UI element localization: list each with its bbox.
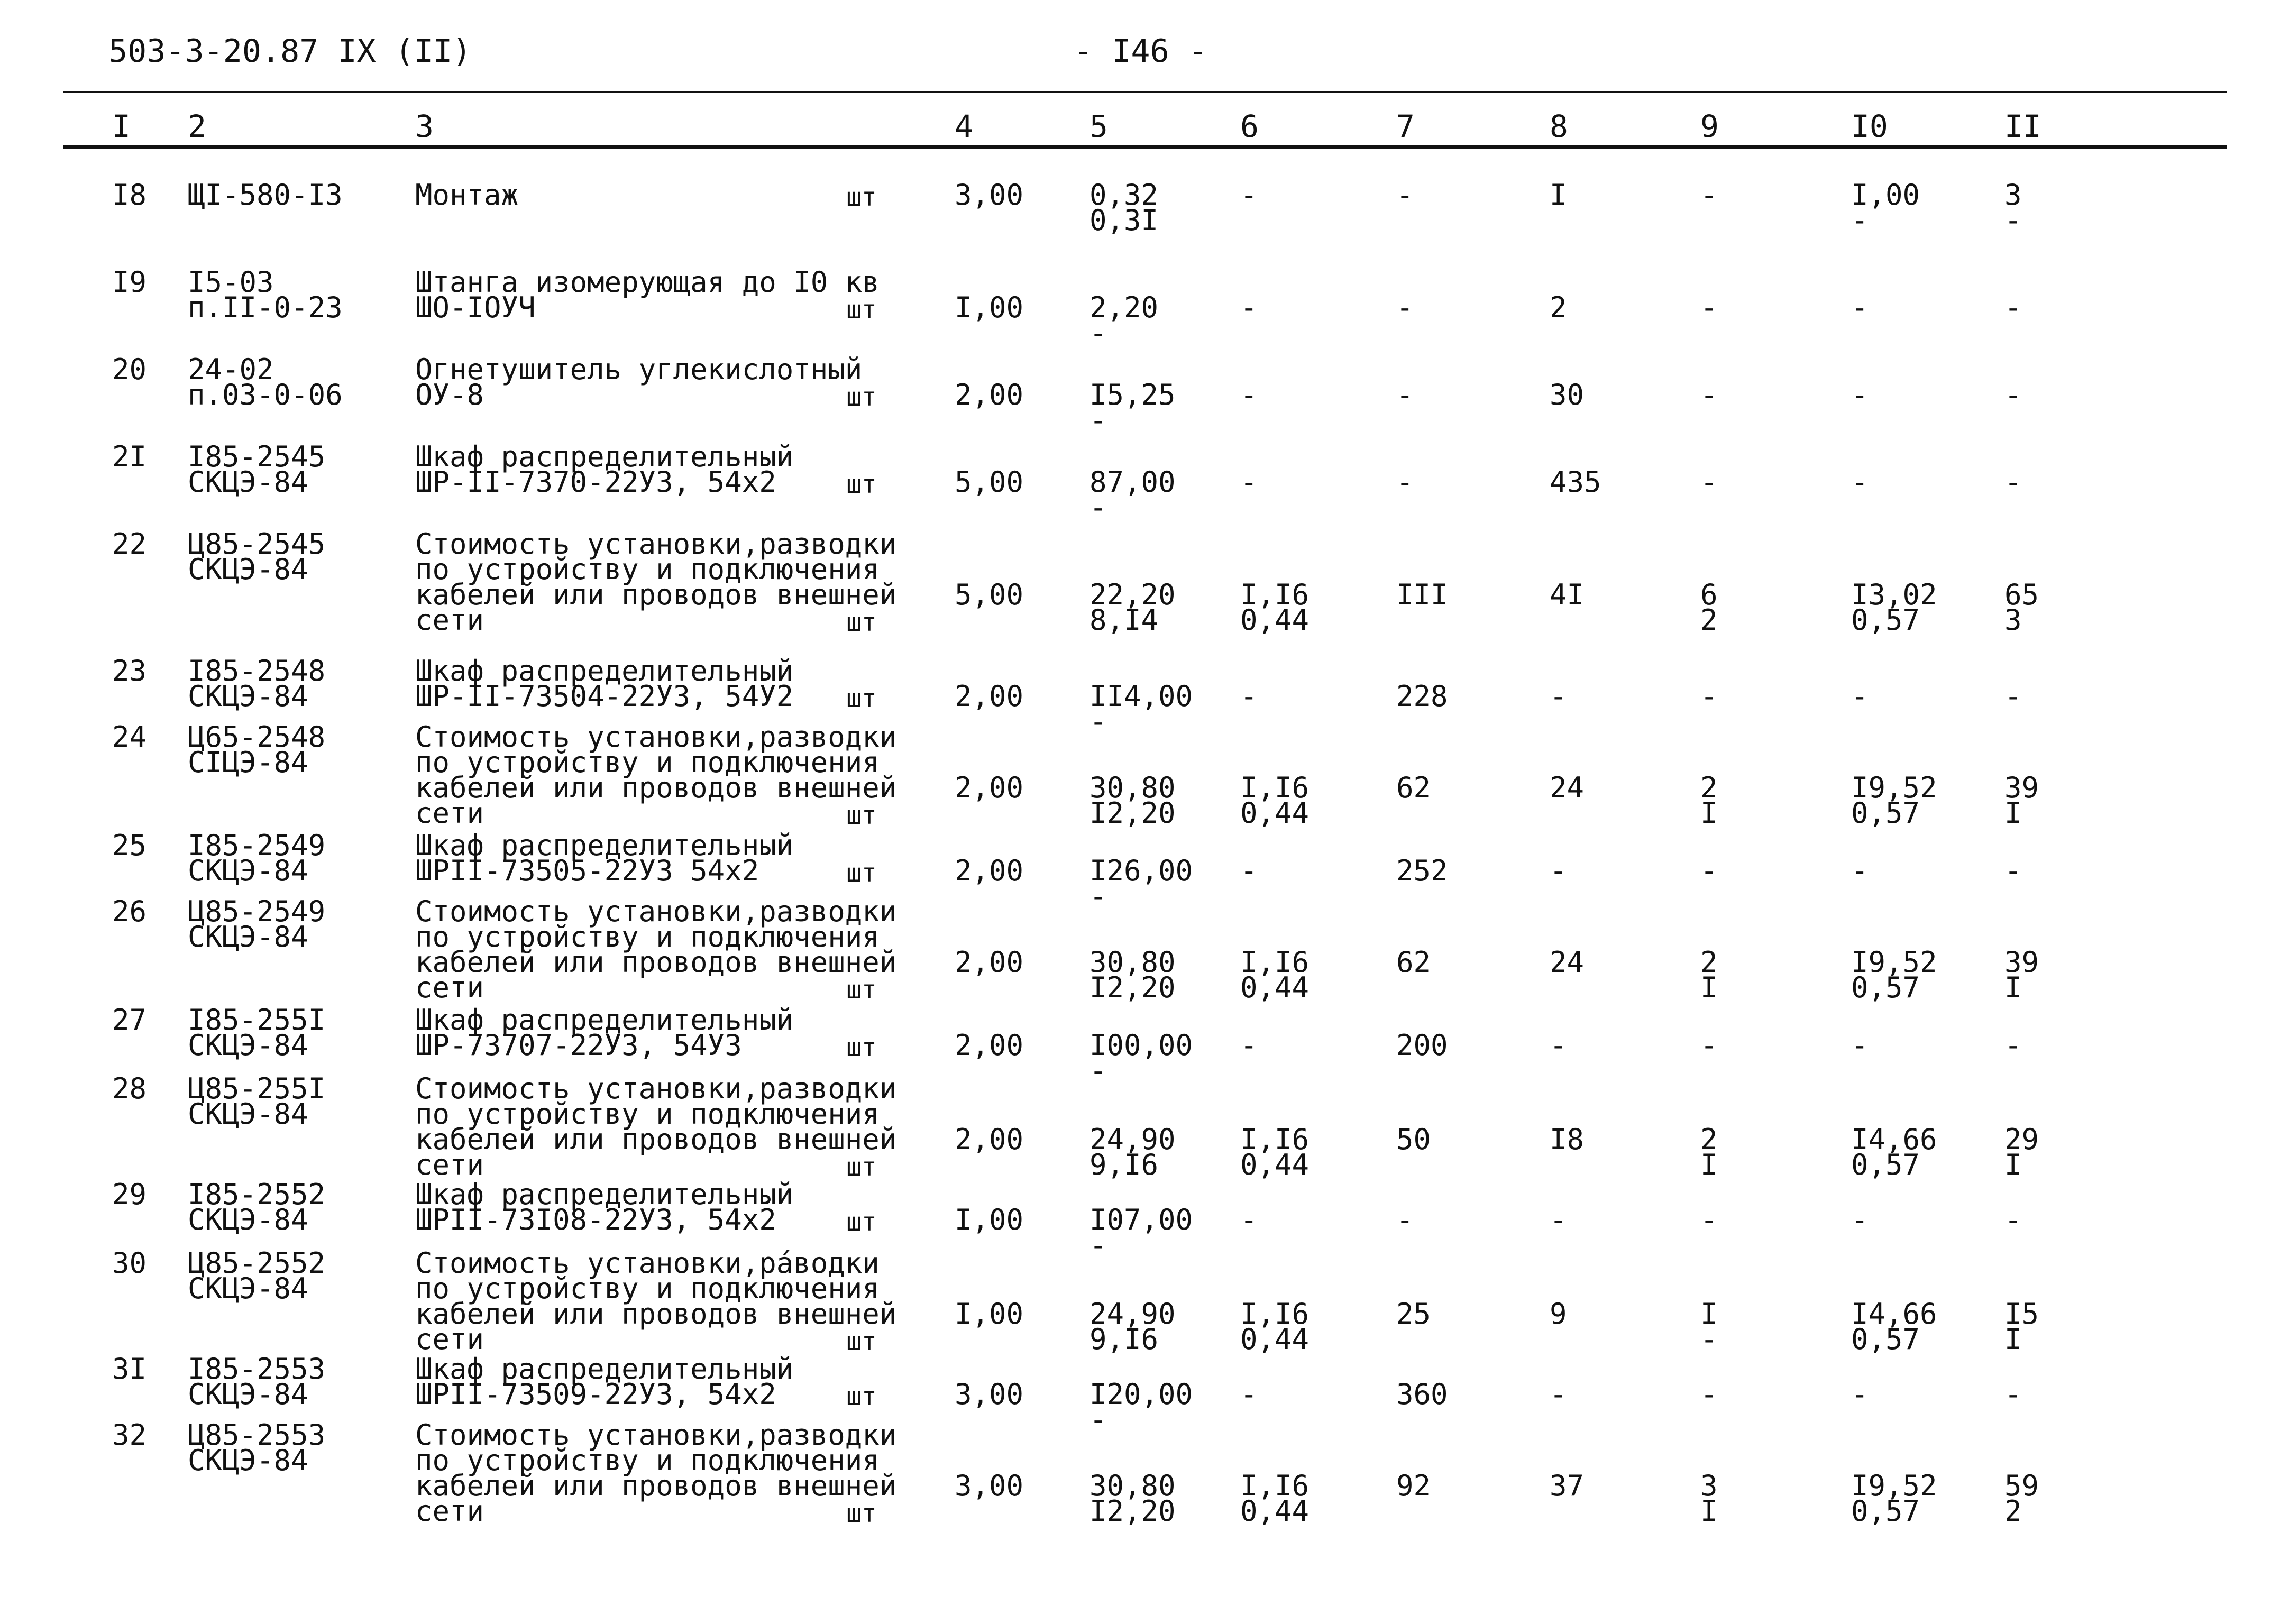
row-unit: шт bbox=[846, 382, 877, 412]
row-code: I5-03 п.II-0-23 bbox=[188, 265, 343, 324]
row-number: 3I bbox=[112, 1352, 147, 1386]
row-description: Шкаф распределительный ШР-II-7370-22У3, 54x2 bbox=[415, 440, 794, 499]
row-unit: шт bbox=[846, 1207, 877, 1237]
row-col7: III bbox=[1396, 578, 1448, 611]
row-unit: шт bbox=[846, 470, 877, 499]
row-unit: шт bbox=[846, 1152, 877, 1182]
row-code: I85-2553 СКЦЭ-84 bbox=[188, 1352, 326, 1411]
row-col9: 2 I bbox=[1700, 771, 1718, 830]
header-rule-top bbox=[63, 91, 2227, 93]
row-col10: - bbox=[1851, 465, 1869, 499]
row-col7: 62 bbox=[1396, 771, 1431, 804]
row-col8: I bbox=[1550, 178, 1567, 212]
row-col5: 22,20 8,I4 bbox=[1089, 578, 1176, 637]
row-col8: - bbox=[1550, 1029, 1567, 1062]
row-col7: 62 bbox=[1396, 946, 1431, 979]
row-quantity: 3,00 bbox=[955, 1378, 1024, 1411]
row-quantity: 5,00 bbox=[955, 578, 1024, 611]
row-code: Ц85-2545 СКЦЭ-84 bbox=[188, 527, 326, 586]
row-code: I85-2545 СКЦЭ-84 bbox=[188, 440, 326, 499]
row-number: 22 bbox=[112, 527, 147, 561]
row-col10: I9,52 0,57 bbox=[1851, 946, 1937, 1004]
row-col6: I,I6 0,44 bbox=[1240, 1469, 1310, 1528]
row-quantity: 5,00 bbox=[955, 465, 1024, 499]
row-unit: шт bbox=[846, 858, 877, 888]
row-col6: I,I6 0,44 bbox=[1240, 1297, 1310, 1356]
row-col7: 360 bbox=[1396, 1378, 1448, 1411]
row-col10: I9,52 0,57 bbox=[1851, 1469, 1937, 1528]
row-col7: 92 bbox=[1396, 1469, 1431, 1502]
row-quantity: 2,00 bbox=[955, 854, 1024, 887]
row-col5: 24,90 9,I6 bbox=[1089, 1297, 1176, 1356]
row-col7: 252 bbox=[1396, 854, 1448, 887]
row-col6: I,I6 0,44 bbox=[1240, 771, 1310, 830]
row-col10: I4,66 0,57 bbox=[1851, 1123, 1937, 1181]
row-col8: - bbox=[1550, 1378, 1567, 1411]
row-quantity: 3,00 bbox=[955, 1469, 1024, 1502]
header-rule-bottom bbox=[63, 145, 2227, 149]
row-col5: I20,00 - bbox=[1089, 1378, 1193, 1436]
row-col6: - bbox=[1240, 854, 1258, 887]
row-quantity: 2,00 bbox=[955, 771, 1024, 804]
row-col7: - bbox=[1396, 378, 1414, 411]
column-header-5: 5 bbox=[1089, 108, 1108, 144]
row-col6: - bbox=[1240, 178, 1258, 212]
row-col8: 24 bbox=[1550, 771, 1585, 804]
row-col6: I,I6 0,44 bbox=[1240, 1123, 1310, 1181]
row-col6: - bbox=[1240, 1378, 1258, 1411]
row-unit: шт bbox=[846, 1327, 877, 1356]
row-col8: 9 bbox=[1550, 1297, 1567, 1331]
row-col6: - bbox=[1240, 378, 1258, 411]
row-description: Шкаф распределительный ШР-73707-22У3, 54У3 bbox=[415, 1003, 794, 1062]
row-description: Монтаж bbox=[415, 178, 519, 212]
row-col8: 4I bbox=[1550, 578, 1585, 611]
row-col9: 2 I bbox=[1700, 946, 1718, 1004]
row-unit: шт bbox=[846, 801, 877, 830]
row-code: I85-2552 СКЦЭ-84 bbox=[188, 1178, 326, 1236]
row-col5: 30,80 I2,20 bbox=[1089, 1469, 1176, 1528]
row-description: Штанга изомерующая до I0 кв ШО-IОУЧ bbox=[415, 265, 880, 324]
column-header-2: 2 bbox=[188, 108, 206, 144]
row-code: ЩI-580-I3 bbox=[188, 178, 343, 212]
row-col7: - bbox=[1396, 291, 1414, 324]
row-number: 29 bbox=[112, 1178, 147, 1211]
row-description: Шкаф распределительный ШРII-73505-22У3 54x2 bbox=[415, 829, 794, 887]
row-col10: - bbox=[1851, 378, 1869, 411]
row-col8: 24 bbox=[1550, 946, 1585, 979]
row-number: 25 bbox=[112, 829, 147, 862]
row-col7: 200 bbox=[1396, 1029, 1448, 1062]
row-col9: - bbox=[1700, 680, 1718, 713]
row-quantity: 2,00 bbox=[955, 378, 1024, 411]
row-col7: - bbox=[1396, 465, 1414, 499]
row-col9: 3 I bbox=[1700, 1469, 1718, 1528]
row-col9: I - bbox=[1700, 1297, 1718, 1356]
row-col11: I5 I bbox=[2004, 1297, 2039, 1356]
row-quantity: 2,00 bbox=[955, 680, 1024, 713]
column-header-4: 4 bbox=[955, 108, 973, 144]
row-col8: 30 bbox=[1550, 378, 1585, 411]
row-col11: 39 I bbox=[2004, 771, 2039, 830]
row-code: Ц85-2553 СКЦЭ-84 bbox=[188, 1418, 326, 1477]
row-col8: - bbox=[1550, 1203, 1567, 1236]
row-col11: - bbox=[2004, 291, 2022, 324]
row-code: Ц85-255I СКЦЭ-84 bbox=[188, 1072, 326, 1131]
row-description: Стоимость установки,рáводки по устройству и подключения кабелей или проводов внешней сети bbox=[415, 1246, 897, 1356]
row-col8: I8 bbox=[1550, 1123, 1585, 1156]
row-quantity: 2,00 bbox=[955, 1029, 1024, 1062]
row-col9: - bbox=[1700, 854, 1718, 887]
row-unit: шт bbox=[846, 684, 877, 713]
row-col6: I,I6 0,44 bbox=[1240, 578, 1310, 637]
row-code: I85-2548 СКЦЭ-84 bbox=[188, 654, 326, 713]
row-col10: I4,66 0,57 bbox=[1851, 1297, 1937, 1356]
row-col6: - bbox=[1240, 465, 1258, 499]
row-description: Шкаф распределительный ШРII-73I08-22У3, 54x2 bbox=[415, 1178, 794, 1236]
row-col11: - bbox=[2004, 1029, 2022, 1062]
row-number: 20 bbox=[112, 353, 147, 386]
row-number: 24 bbox=[112, 720, 147, 754]
column-header-1: I bbox=[112, 108, 131, 144]
row-col9: - bbox=[1700, 465, 1718, 499]
row-col10: - bbox=[1851, 291, 1869, 324]
row-col9: 6 2 bbox=[1700, 578, 1718, 637]
row-col5: 24,90 9,I6 bbox=[1089, 1123, 1176, 1181]
row-col7: 50 bbox=[1396, 1123, 1431, 1156]
row-description: Стоимость установки,разводки по устройству и подключения кабелей или проводов внешней сети bbox=[415, 1418, 897, 1528]
row-col6: - bbox=[1240, 291, 1258, 324]
row-col11: - bbox=[2004, 378, 2022, 411]
row-quantity: 2,00 bbox=[955, 1123, 1024, 1156]
row-col9: - bbox=[1700, 291, 1718, 324]
row-col5: 2,20 - bbox=[1089, 291, 1159, 350]
row-number: 30 bbox=[112, 1246, 147, 1280]
document-code: 503-3-20.87 IX (II) bbox=[108, 33, 472, 70]
row-col10: - bbox=[1851, 1029, 1869, 1062]
row-col11: - bbox=[2004, 465, 2022, 499]
column-header-11: II bbox=[2004, 108, 2041, 144]
row-number: 28 bbox=[112, 1072, 147, 1105]
column-header-8: 8 bbox=[1550, 108, 1568, 144]
row-col10: - bbox=[1851, 854, 1869, 887]
row-col9: - bbox=[1700, 378, 1718, 411]
row-unit: шт bbox=[846, 975, 877, 1005]
row-number: 26 bbox=[112, 895, 147, 928]
row-quantity: I,00 bbox=[955, 291, 1024, 324]
row-col9: - bbox=[1700, 1029, 1718, 1062]
row-unit: шт bbox=[846, 1382, 877, 1411]
row-col10: I,00 - bbox=[1851, 178, 1920, 237]
row-description: Огнетушитель углекислотный ОУ-8 bbox=[415, 353, 863, 411]
column-header-9: 9 bbox=[1700, 108, 1719, 144]
row-col6: I,I6 0,44 bbox=[1240, 946, 1310, 1004]
row-code: Ц85-2552 СКЦЭ-84 bbox=[188, 1246, 326, 1305]
row-col11: 39 I bbox=[2004, 946, 2039, 1004]
row-unit: шт bbox=[846, 1033, 877, 1062]
row-col5: 30,80 I2,20 bbox=[1089, 946, 1176, 1004]
row-col9: - bbox=[1700, 1378, 1718, 1411]
column-header-3: 3 bbox=[415, 108, 434, 144]
row-col8: - bbox=[1550, 854, 1567, 887]
row-col8: 37 bbox=[1550, 1469, 1585, 1502]
row-code: Ц85-2549 СКЦЭ-84 bbox=[188, 895, 326, 953]
row-col5: 30,80 I2,20 bbox=[1089, 771, 1176, 830]
row-quantity: I,00 bbox=[955, 1297, 1024, 1331]
row-col11: 59 2 bbox=[2004, 1469, 2039, 1528]
row-col10: - bbox=[1851, 1203, 1869, 1236]
row-col9: - bbox=[1700, 1203, 1718, 1236]
row-quantity: I,00 bbox=[955, 1203, 1024, 1236]
row-col8: 2 bbox=[1550, 291, 1567, 324]
row-col11: 3 - bbox=[2004, 178, 2022, 237]
row-code: I85-255I СКЦЭ-84 bbox=[188, 1003, 326, 1062]
row-number: 27 bbox=[112, 1003, 147, 1036]
row-col7: 25 bbox=[1396, 1297, 1431, 1331]
row-description: Стоимость установки,разводки по устройству и подключения кабелей или проводов внешней сети bbox=[415, 895, 897, 1004]
row-unit: шт bbox=[846, 608, 877, 637]
row-unit: шт bbox=[846, 1499, 877, 1528]
row-col5: 87,00 - bbox=[1089, 465, 1176, 524]
row-number: 32 bbox=[112, 1418, 147, 1452]
row-code: Ц65-2548 СIЦЭ-84 bbox=[188, 720, 326, 779]
row-col7: 228 bbox=[1396, 680, 1448, 713]
row-col10: I9,52 0,57 bbox=[1851, 771, 1937, 830]
column-header-7: 7 bbox=[1396, 108, 1415, 144]
row-code: I85-2549 СКЦЭ-84 bbox=[188, 829, 326, 887]
row-col5: I07,00 - bbox=[1089, 1203, 1193, 1262]
row-col10: - bbox=[1851, 680, 1869, 713]
row-col10: - bbox=[1851, 1378, 1869, 1411]
row-number: I9 bbox=[112, 265, 147, 299]
row-unit: шт bbox=[846, 182, 877, 212]
row-unit: шт bbox=[846, 295, 877, 325]
row-col5: I5,25 - bbox=[1089, 378, 1176, 437]
row-col10: I3,02 0,57 bbox=[1851, 578, 1937, 637]
row-description: Стоимость установки,разводки по устройству и подключения кабелей или проводов внешней сети bbox=[415, 527, 897, 637]
row-col8: 435 bbox=[1550, 465, 1601, 499]
row-description: Стоимость установки,разводки по устройству и подключения кабелей или проводов внешней сети bbox=[415, 1072, 897, 1181]
row-description: Шкаф распределительный ШР-II-73504-22У3, 54У2 bbox=[415, 654, 794, 713]
row-col11: - bbox=[2004, 680, 2022, 713]
row-col7: - bbox=[1396, 178, 1414, 212]
row-col6: - bbox=[1240, 1203, 1258, 1236]
row-col11: 65 3 bbox=[2004, 578, 2039, 637]
row-description: Шкаф распределительный ШРII-73509-22У3, 54x2 bbox=[415, 1352, 794, 1411]
row-col11: - bbox=[2004, 854, 2022, 887]
row-col5: II4,00 - bbox=[1089, 680, 1193, 738]
column-header-10: I0 bbox=[1851, 108, 1888, 144]
row-col6: - bbox=[1240, 680, 1258, 713]
row-col11: 29 I bbox=[2004, 1123, 2039, 1181]
row-col11: - bbox=[2004, 1378, 2022, 1411]
row-number: 23 bbox=[112, 654, 147, 687]
row-col5: I26,00 - bbox=[1089, 854, 1193, 913]
row-number: 2I bbox=[112, 440, 147, 473]
row-code: 24-02 п.03-0-06 bbox=[188, 353, 343, 411]
row-description: Стоимость установки,разводки по устройству и подключения кабелей или проводов внешней сети bbox=[415, 720, 897, 830]
row-quantity: 2,00 bbox=[955, 946, 1024, 979]
row-col8: - bbox=[1550, 680, 1567, 713]
row-col7: - bbox=[1396, 1203, 1414, 1236]
row-col9: - bbox=[1700, 178, 1718, 212]
row-quantity: 3,00 bbox=[955, 178, 1024, 212]
row-col5: 0,32 0,3I bbox=[1089, 178, 1159, 237]
column-header-6: 6 bbox=[1240, 108, 1259, 144]
row-col6: - bbox=[1240, 1029, 1258, 1062]
row-col5: I00,00 - bbox=[1089, 1029, 1193, 1087]
page-number: - I46 - bbox=[1074, 33, 1207, 70]
row-col9: 2 I bbox=[1700, 1123, 1718, 1181]
row-col11: - bbox=[2004, 1203, 2022, 1236]
row-number: I8 bbox=[112, 178, 147, 212]
